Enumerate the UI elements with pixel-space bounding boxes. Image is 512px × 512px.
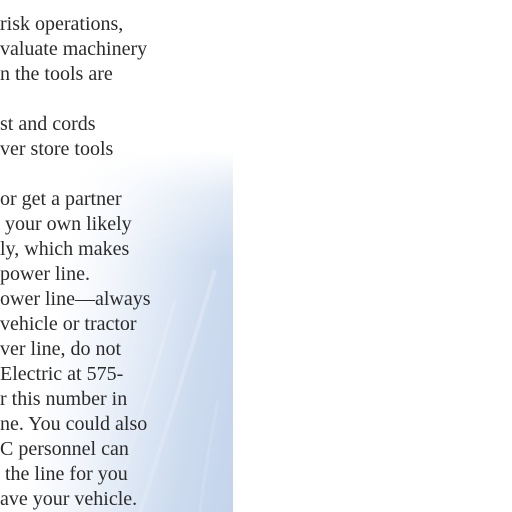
body-text <box>0 0 233 512</box>
text-line: or get a partner <box>0 188 122 210</box>
text-line: the line for you <box>0 463 128 485</box>
text-line: power line. <box>0 263 90 285</box>
text-line: ower line—always <box>0 288 151 310</box>
text-line: ly, which makes <box>0 238 130 260</box>
text-line: Electric at 575- <box>0 363 124 385</box>
text-line: your own likely <box>0 213 132 235</box>
page-margin <box>233 150 512 512</box>
text-line: st and cords <box>0 113 96 135</box>
text-line: ver store tools <box>0 138 114 160</box>
text-line: C personnel can <box>0 438 129 460</box>
text-line: ne. You could also <box>0 413 148 435</box>
text-line: ver line, do not <box>0 338 122 360</box>
text-line: n the tools are <box>0 63 113 85</box>
text-line: valuate machinery <box>0 38 148 60</box>
text-line: ave your vehicle. <box>0 488 138 510</box>
text-line: risk operations, <box>0 13 124 35</box>
text-line: vehicle or tractor <box>0 313 137 335</box>
text-line: r this number in <box>0 388 128 410</box>
